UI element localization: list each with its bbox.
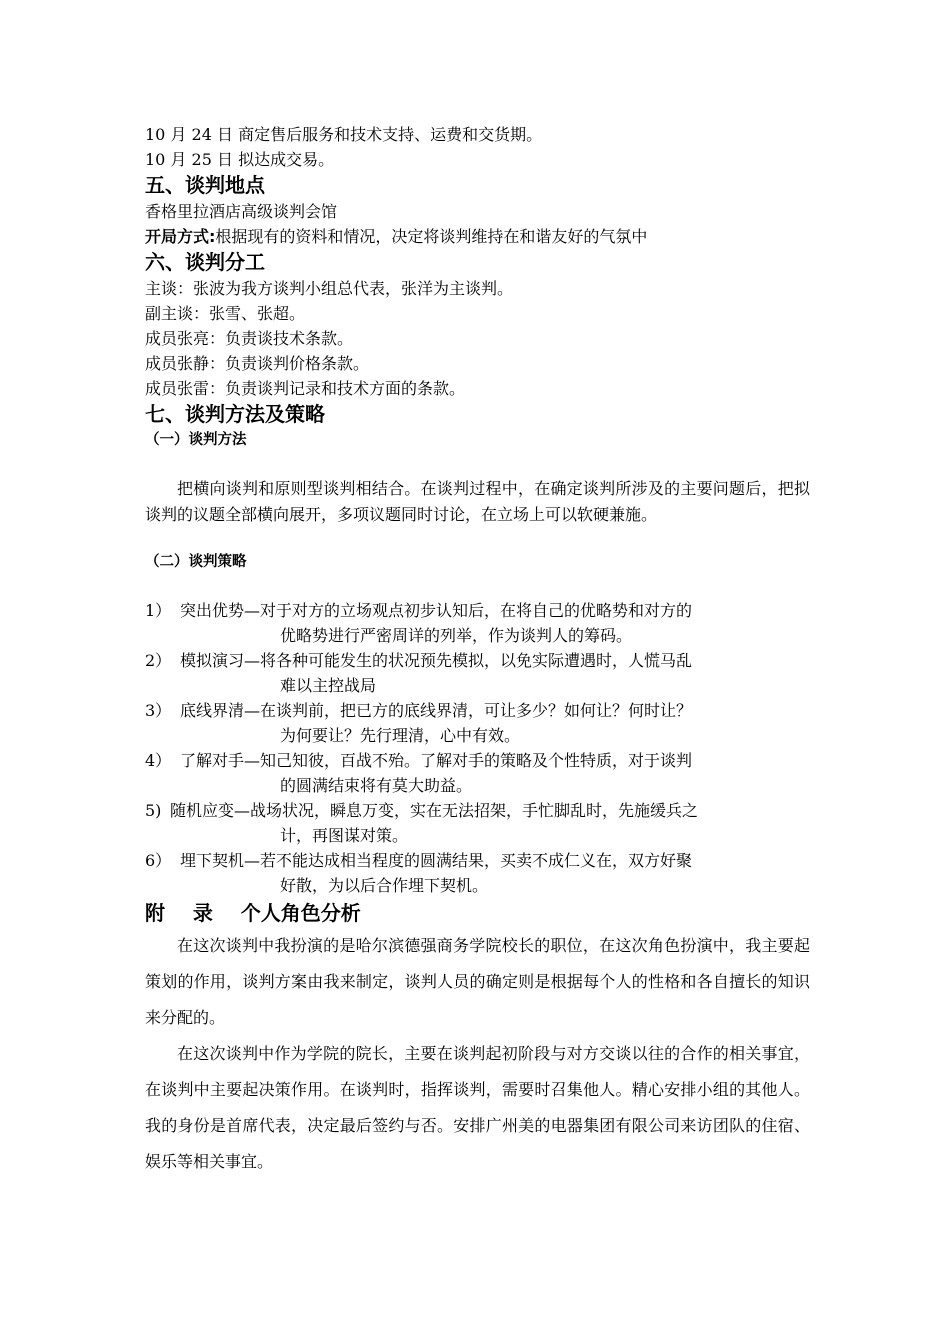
schedule-line: 10 月 24 日 商定售后服务和技术支持、运费和交货期。	[145, 125, 543, 144]
strategy-item	[145, 798, 810, 848]
strategy-item	[145, 848, 810, 898]
location-text: 香格里拉酒店高级谈判会馆	[145, 202, 338, 221]
strategy-text: 模拟演习—将各种可能发生的状况预先模拟，以免实际遭遇时，人慌马乱	[180, 651, 693, 670]
method-subheading: （一）谈判方法	[145, 432, 247, 448]
opening-label: 开局方式:	[145, 227, 216, 246]
appendix-paragraph: 在这次谈判中我扮演的是哈尔滨德强商务学院校长的职位，在这次角色扮演中，我主要起策划的作用，谈判方案由我来制定，谈判人员的确定则是根据每个人的性格和各自擅长的知识来分配的。	[145, 936, 810, 1027]
strategy-subheading: （二）谈判策略	[145, 554, 247, 570]
appendix-paragraph: 在这次谈判中作为学院的院长，主要在谈判起初阶段与对方交谈以往的合作的相关事宜，在谈判中主要起决策作用。在谈判时，指挥谈判，需要时召集他人。精心安排小组的其他人。我的身份是首席代表，决定最后签约与否。安排广州美的电器集团有限公司来访团队的住宿、娱乐等相关事宜。	[145, 1044, 810, 1171]
schedule-line: 10 月 25 日 拟达成交易。	[145, 150, 335, 169]
role-line: 成员张静：负责谈判价格条款。	[145, 354, 370, 373]
strategy-continuation: 计，再图谋对策。	[280, 826, 409, 845]
role-line: 副主谈：张雪、张超。	[145, 304, 306, 323]
role-line: 成员张雷：负责谈判记录和技术方面的条款。	[145, 379, 466, 398]
strategy-text: 突出优势—对于对方的立场观点初步认知后，在将自己的优略势和对方的	[180, 601, 693, 620]
strategy-continuation: 优略势进行严密周详的列举，作为谈判人的筹码。	[280, 626, 633, 645]
strategy-text: 随机应变—战场状况，瞬息万变，实在无法招架，手忙脚乱时，先施缓兵之	[170, 801, 699, 820]
strategy-number: 4）	[145, 751, 172, 770]
document-page	[145, 122, 810, 1180]
strategy-number: 2）	[145, 651, 172, 670]
strategy-continuation: 难以主控战局	[280, 676, 377, 695]
strategy-continuation: 好散，为以后合作埋下契机。	[280, 876, 489, 895]
appendix-heading: 附 录 个人角色分析	[145, 901, 361, 925]
role-line: 主谈：张波为我方谈判小组总代表，张洋为主谈判。	[145, 279, 514, 298]
strategy-number: 6）	[145, 851, 172, 870]
strategy-continuation: 的圆满结束将有莫大助益。	[280, 776, 473, 795]
strategy-item	[145, 748, 810, 798]
opening-line	[145, 224, 810, 249]
opening-text: 根据现有的资料和情况，决定将谈判维持在和谐友好的气氛中	[215, 227, 648, 246]
section7-heading: 七、谈判方法及策略	[145, 402, 325, 426]
strategy-text: 了解对手—知己知彼，百战不殆。了解对手的策略及个性特质，对于谈判	[180, 751, 693, 770]
section5-heading: 五、谈判地点	[145, 173, 265, 197]
section6-heading: 六、谈判分工	[145, 250, 265, 274]
role-line: 成员张亮：负责谈技术条款。	[145, 329, 354, 348]
method-paragraph: 把横向谈判和原则型谈判相结合。在谈判过程中，在确定谈判所涉及的主要问题后，把拟谈判的议题全部横向展开，多项议题同时讨论，在立场上可以软硬兼施。	[145, 479, 810, 524]
strategy-text: 底线界清—在谈判前，把已方的底线界清，可让多少？如何让？何时让？	[180, 701, 693, 720]
strategy-number: 5)	[145, 801, 162, 820]
strategy-item	[145, 598, 810, 648]
strategy-item	[145, 648, 810, 698]
strategy-continuation: 为何要让？先行理清，心中有效。	[280, 726, 521, 745]
strategy-number: 3）	[145, 701, 172, 720]
strategy-item	[145, 698, 810, 748]
strategy-text: 埋下契机—若不能达成相当程度的圆满结果，买卖不成仁义在，双方好聚	[180, 851, 693, 870]
strategy-number: 1）	[145, 601, 172, 620]
